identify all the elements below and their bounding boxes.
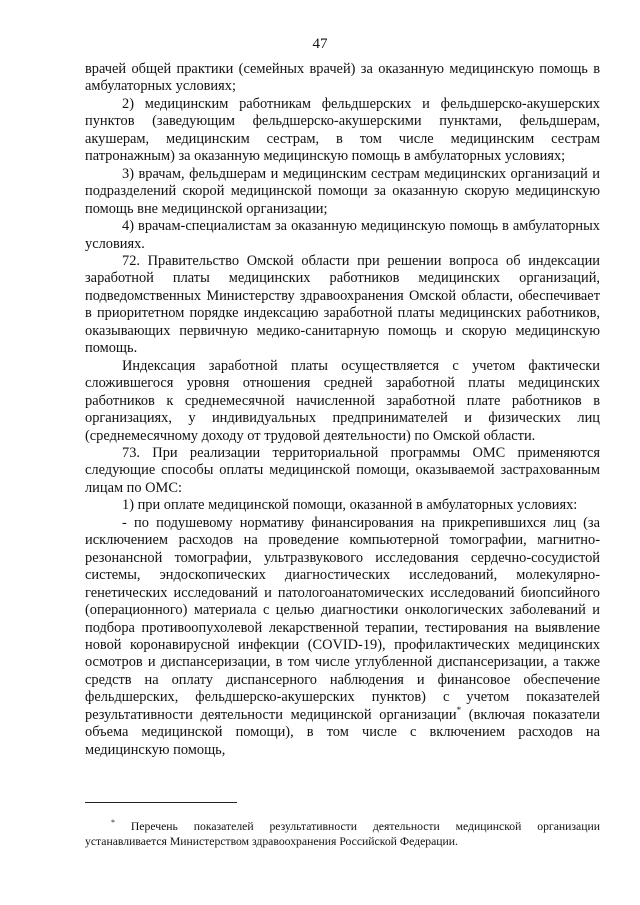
footnote-divider: [85, 802, 237, 803]
page-number: 47: [312, 36, 328, 52]
body-text: [85, 61, 600, 759]
paragraph-item-3: 3) врачам, фельдшерам и медицинским сестрам медицинских организаций и подразделений скорой медицинской помощи за оказанную скорую медицинскую помощь вне медицинской организации;: [85, 165, 600, 217]
paragraph-item-2: 2) медицинским работникам фельдшерских и фельдшерско-акушерских пунктов (заведующим фельдшерско-акушерскими пунктами, фельдшерам, акушерам, медицинским сестрам, в том числе медицинским сестрам патронажным) за оказанную медицинскую помощь в амбулаторных условиях;: [85, 95, 600, 165]
paragraph-section-73: 73. При реализации территориальной программы ОМС применяются следующие способы оплаты медицинской помощи, оказываемой застрахованным лицам по ОМС:: [85, 444, 600, 496]
paragraph-outpatient-payment: 1) при оплате медицинской помощи, оказанной в амбулаторных условиях:: [122, 497, 578, 514]
paragraph-continuation: врачей общей практики (семейных врачей) за оказанную медицинскую помощь в амбулаторных условиях;: [85, 61, 600, 95]
footnote: [85, 819, 600, 849]
footnote-mark: *: [111, 818, 115, 827]
footnote-reference: *: [456, 704, 462, 715]
paragraph-section-72: 72. Правительство Омской области при решении вопроса об индексации заработной платы медицинских работников медицинских организаций, подведомственных Министерству здравоохранения Омской области, обеспечивает в приоритетном порядке индексацию заработной платы медицинских работников, оказывающих первичную медико-санитарную помощь и скорую медицинскую помощь.: [85, 252, 600, 357]
footnote-text: Перечень показателей результативности деятельности медицинской организации устанавливается Министерством здравоохранения Российской Федерации.: [85, 820, 600, 848]
paragraph-item-4: 4) врачам-специалистам за оказанную медицинскую помощь в амбулаторных условиях.: [85, 218, 600, 252]
per-capita-text-part1: - по подушевому нормативу финансирования на прикрепившихся лиц (за исключением расходов на проведение компьютерной томографии, магнитно-резонансной томографии, ультразвукового исследования сердечно-сосудистой системы, эндоскопических диагностических исследований, молекулярно-генетических исследований и патологоанатомических исследований биопсийного (операционного) материала с целью диагностики онкологических заболеваний и подбора противоопухолевой лекарственной терапии, тестирования на выявление новой коронавирусной инфекции (COVID-19), профилактических медицинских осмотров и диспансеризации, в том числе углубленной диспансеризации, а также средств на оплату диспансерного наблюдения и финансовое обеспечение фельдшерских, фельдшерско-акушерских пунктов) с учетом показателей результативности деятельности медицинской организации: [85, 514, 600, 723]
paragraph-indexation: Индексация заработной платы осуществляется с учетом фактически сложившегося уровня отношения средней заработной платы медицинских работников к среднемесячной начисленной заработной плате работников в организациях, у индивидуальных предпринимателей и физических лиц (среднемесячному доходу от трудовой деятельности) по Омской области.: [85, 357, 600, 444]
paragraph-per-capita-norm: [85, 515, 600, 759]
per-capita-text-part2: (включая показатели объема медицинской помощи), в том числе с включением расходов на медицинскую помощь,: [85, 706, 601, 758]
